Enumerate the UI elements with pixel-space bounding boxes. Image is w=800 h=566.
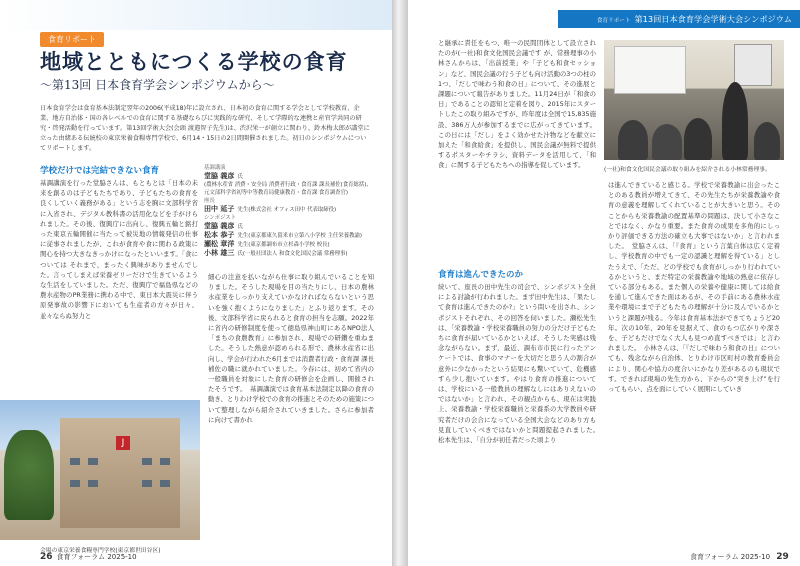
- tree-graphic: [4, 430, 54, 520]
- article-subtitle: 〜第13回 日本食育学会シンポジウムから〜: [40, 78, 275, 92]
- body-column: 基調講演を行った堂脇さんは、もともとは「日本の未来を創るのは子どもたちであり、子どもたちの食育を良くしていく義務がある」という志を胸に文部科学省に入省され、デジタル教科書の活用化などを手がけられました。その後、復興庁に出向し、復興五輪と銘打った東京五輪開催に当たって被災地の情報発信の仕事に従事されましたが、これが食育や食に関わる政策に関心を持つ大きなきっかけになったといいます。「食については それまで、まったく興味がありませんでした。言ってしまえば栄養ゼリーだけで生きているような生活をしていました。ただ、復興庁で福島県などの農水産物のPR業務に携わる中で、東日本大震災に伴う原発事故の影響下においても生産者の方々が日々、並々ならぬ努力と: [40, 179, 198, 320]
- speaker-name: 堂脇 義彦: [204, 222, 235, 230]
- magazine-name: 食育フォーラム 2025-10: [690, 553, 771, 561]
- body-column: 続いて、座長の田中先生の司会で、シンポジスト全員による討論が行われました。まず田中先生は、「果たして食育は進んできたのか?」という問いを出され、シンポジストそれぞれ、その回答を伺いました。瀬松先生は、「栄養教諭・学校栄養職員の努力の分だけ子どもたちに食育が届いているかといえば、そうした実感は残念ながらない。まず、最近、調布市市民に行ったアンケートでは、食事のマナーを大切だと思う人の割合が意外に少なかったという結果にも驚いていて、危機感すら少し抱いています。やはり食育の推進については、学校にいる一般教員の理解なしにはありえないのではないか」と言われ、その観点からも、現在は実践上、栄養教諭・学校栄養職員と栄養系の大学教員や研究者だけの会合になっている全国大会などのあり方も見直していくべきではないかと問題提起されました。 松本先生は、「自分が初任者だった頃より: [438, 283, 603, 445]
- school-building-photo: [0, 400, 200, 540]
- speaker-affiliation: (東京都調布市立杉森小学校 校長): [248, 242, 330, 248]
- right-page: [408, 0, 800, 566]
- role-label: 基調講演: [204, 165, 226, 171]
- speaker-affiliation: (一般社団法人 和食文化国民会議 常務理事): [242, 251, 348, 257]
- seminar-photo: [604, 40, 784, 160]
- section-heading: 食育は進んできたのか: [438, 270, 524, 280]
- speaker-name: 小林 雄三: [204, 249, 235, 257]
- left-page: [0, 0, 392, 566]
- page-footer: [40, 552, 137, 562]
- speaker-name: 堂脇 義彦: [204, 172, 235, 180]
- photo-caption: (一社)和食文化国民会議の取り組みを紹介される小林常務理事。: [604, 167, 771, 173]
- magazine-name: 食育フォーラム 2025-10: [56, 553, 137, 561]
- article-title: 地域とともにつくる学校の食育: [40, 49, 348, 74]
- spine-gutter: [392, 0, 408, 566]
- honorific: 先生: [237, 233, 249, 239]
- body-column: 細心の注意を払いながら仕事に取り組んでいることを知りました。そうした現場を目の当たりにし、日本の農林水産業をしっかり支えていかなければならないという思いを強く抱くようになりました」とふり返ります。その後、文部科学省に戻られると食育の担当を志願。2022年に省内の研修制度を使って徳島県神山町にあるNPO法人「まちの食農教育」に参加され、現場での研鑽を重ねました。そうした熱意が認められる形で、農林水産省に出向し、学会が行われた6月までは消費者行政・食育課 課長補佐の職に就かれていました。今春には、初めて省内の一般職員を対象にした食育の研修会を企画し、開催されたそうです。 基調講演では食育基本法制定以降の食育の動き、とりわけ学校での食育の推進とそのための施策について整理しながら紹介されていきました。さらに参加者に向けて書かれ: [208, 273, 374, 424]
- honorific: 先生: [237, 207, 249, 213]
- role-label: 座長: [204, 198, 215, 204]
- header-band: [0, 0, 392, 30]
- honorific: 氏: [237, 174, 243, 180]
- speaker-affiliation: (農林水産省 消費・安全局 消費者行政・食育課 課長補佐(食育総括)、元文部科学省初等中等教育局健康教育・食育課 食育調査官): [204, 182, 372, 196]
- photo-caption: 会場の東京栄養食糧専門学校(東京都世田谷区): [40, 548, 161, 554]
- page-footer: [690, 552, 793, 562]
- school-logo-icon: J: [116, 436, 130, 450]
- header-title: 第13回日本食育学会学術大会シンポジウム: [634, 14, 792, 24]
- role-label: シンポジスト: [204, 215, 237, 221]
- building-graphic: [60, 418, 180, 528]
- body-column: は進んできていると感じる。学校で栄養教諭に出会ったことのある教員が増えてきて、その先生たちが栄養教諭や食育の意義を理解してくれていることが大きいと思う。そのことからも栄養教諭の配置基準の問題は、決して小さなことではなく、かなり重要。また食育の成果を多角的にしっかり評価できる方法の確立も大事ではないか」と言われました。 堂脇さんは、「『食育』という言葉自体は広く定着し、学校教育の中でも一定の認識と理解を得ている」としたうえで、「ただ、どの学校でも食育がしっかり行われているかというと、まだ特定の栄養教諭や地域の熱意に依存している部分もある。また個人の栄養や健康に関しては給食を通して進んできた面はあるが、その手前にある農林水産業や環境にまで子どもたちの理解が十分に及んでいるかというと課題が残る。今年は食育基本法ができてちょうど20年。次の10年、20年を見据えて、食のもつ広がりや深さを、子どもだけでなく大人も見つめ直すべきでは」と言われました。 小林さんは、「『だしで味わう和食の日』についても、残念ながら自治体、とりわけ市区町村の教育委員会により、関心や協力の度合いにかなり差があるのも現状です。できれば現場の先生方から、下からの“突き上げ”を行ってもらい、点を面にしていく展開にしていき: [608, 181, 780, 394]
- page-number: 26: [40, 552, 53, 562]
- page-number: 29: [776, 552, 789, 562]
- header-category: 食育リポート: [596, 18, 631, 24]
- honorific: 先生: [237, 242, 249, 248]
- speaker-name: 松本 恭子: [204, 231, 235, 239]
- honorific: 氏: [237, 224, 243, 230]
- honorific: 氏: [237, 251, 243, 257]
- body-column: と継承に責任をもつ、唯一の民間団体として設立されたのが(一社)和食文化国民会議です が、常務理事の小林さんからは、「出前授業」や「子ども和食セッション」など、国民会議の行う子ども向け活動の3つの柱の1つ、「だしで味わう和食の日」について、その進展と課題について報告がありました。11月24日が「和食の日」であることの認知と定着を図り、2015年にスタートしたこの取り組みですが、昨年度は全国で15,835施設、386万人が参加するまでに広がってきています。この日には「だし」をよく効かせた汁物などを献立に加えた「和食給食」を提供し、国民会議が無料で提供するポスターやチラシ、資料データを活用して、「和食」に関する子どもたちへの指導を促しています。: [438, 39, 596, 170]
- section-heading: 学校だけでは完結できない食育: [40, 166, 160, 176]
- running-header: [558, 10, 800, 28]
- category-tag: 食育リポート: [40, 32, 104, 47]
- poster-board: [734, 44, 772, 86]
- speaker-affiliation: (株式会社 オフィス田中 代表取締役): [248, 207, 337, 213]
- speaker-name: 瀬松 章洋: [204, 240, 235, 248]
- projection-screen: [614, 46, 686, 94]
- speaker-affiliation: (東京都東久留米市立第八小学校 主任栄養教諭): [248, 233, 362, 239]
- speaker-panel: [204, 164, 374, 259]
- lead-paragraph: 日本食育学会は食育基本法制定翌年の2006(平成18)年に設立され、日本初の食育に関する学会として学校教育、企業、地方自治体・国の各レベルでの食育に関する基礎ならびに実践的な研究、そして学際的な連携と産官学共同の研究・啓発活動を行っています。第13回学術大会(会頭 渡邉智子先生)は、渋沢栄一が創立に関わり、鈴木梅太郎が講堂に立った由緒ある伝統校の東京栄養食糧専門学校で、6月14・15日の2日間開催されました。初日のシンポジウムについてリポートします。: [40, 105, 370, 152]
- speaker-name: 田中 延子: [204, 205, 235, 213]
